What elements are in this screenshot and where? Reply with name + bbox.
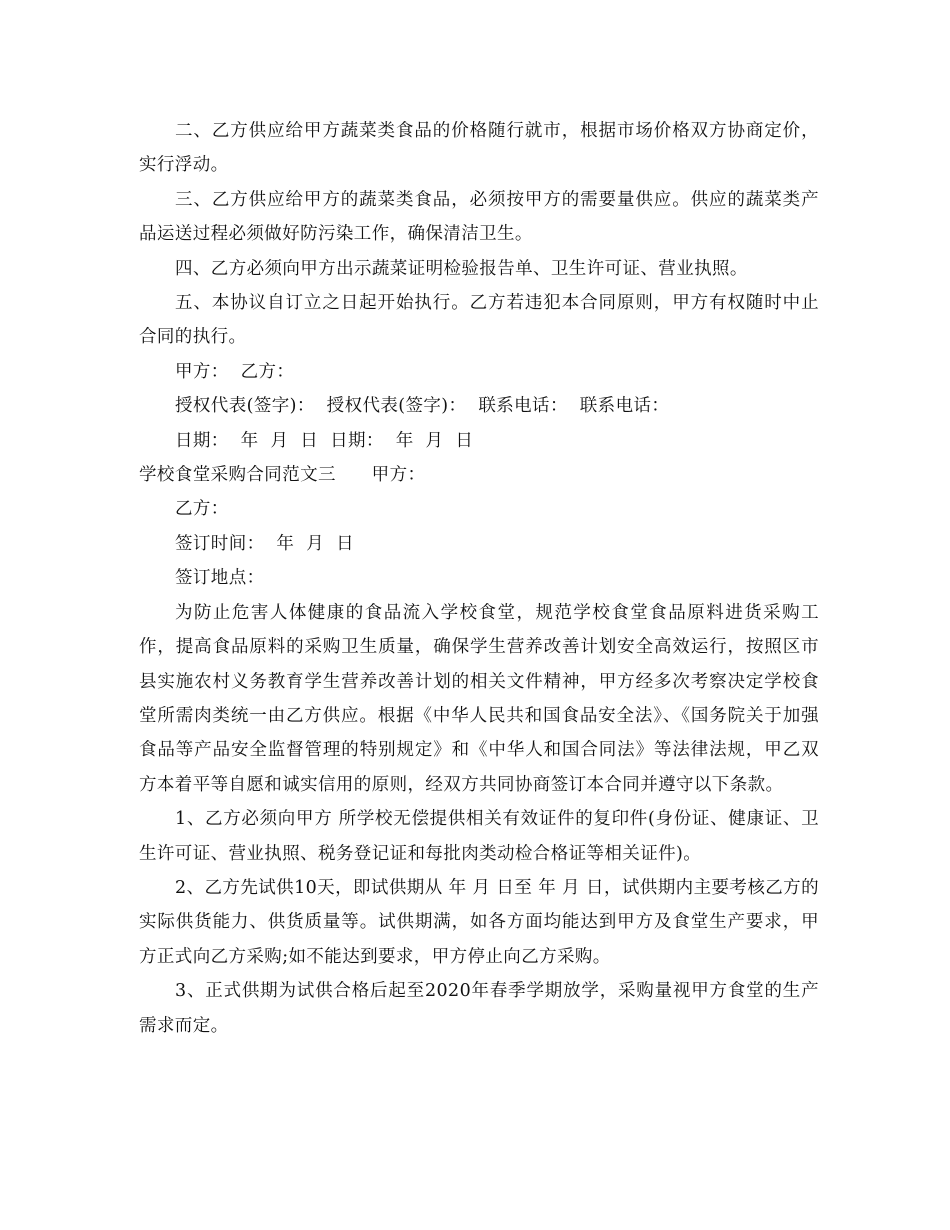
signature-representatives: 授权代表(签字)： 授权代表(签字)： 联系电话： 联系电话：	[175, 396, 670, 417]
clause-3: 3、正式供期为试供合格后起至2020年春季学期放学，采购量视甲方食堂的生产需求而定。	[139, 981, 819, 1036]
signature-dates: 日期： 年 月 日 日期： 年 月 日	[175, 430, 474, 451]
paragraph-price: 二、乙方供应给甲方蔬菜类食品的价格随行就市，根据市场价格双方协商定价，实行浮动。	[139, 121, 819, 176]
paragraph-effective: 五、本协议自订立之日起开始执行。乙方若违犯本合同原则，甲方有权随时中止合同的执行。	[139, 293, 819, 348]
paragraph-supply: 三、乙方供应给甲方的蔬菜类食品，必须按甲方的需要量供应。供应的蔬菜类产品运送过程必须做好防污染工作，确保清洁卫生。	[139, 189, 819, 245]
signature-parties: 甲方： 乙方：	[175, 361, 295, 382]
signing-time-line: 签订时间： 年 月 日	[175, 533, 354, 554]
document-body	[139, 114, 819, 1043]
clause-1: 1、乙方必须向甲方 所学校无偿提供相关有效证件的复印件(身份证、健康证、卫生许可证、营业执照、税务登记证和每批肉类动检合格证等相关证件)。	[139, 809, 819, 864]
section-title: 学校食堂采购合同范文三 甲方：	[139, 465, 426, 486]
paragraph-preamble: 为防止危害人体健康的食品流入学校食堂，规范学校食堂食品原料进货采购工作，提高食品原料的采购卫生质量，确保学生营养改善计划安全高效运行，按照区市县实施农村义务教育学生营养改善计划的相关文件精神，甲方经多次考察决定学校食堂所需肉类统一由乙方供应。根据《中华人民共和国食品安全法》、《国务院关于加强食品等产品安全监督管理的特别规定》和《中华人和国合同法》等法律法规，甲乙双方本着平等自愿和诚实信用的原则，经双方共同协商签订本合同并遵守以下条款。	[139, 602, 819, 795]
party-b-line: 乙方：	[175, 499, 229, 520]
signing-place-line: 签订地点：	[175, 568, 265, 589]
clause-2: 2、乙方先试供10天，即试供期从 年 月 日至 年 月 日，试供期内主要考核乙方的实际供货能力、供货质量等。试供期满，如各方面均能达到甲方及食堂生产要求，甲方正式向乙方采购;如不能达到要求，甲方停止向乙方采购。	[139, 877, 819, 967]
paragraph-certificates: 四、乙方必须向甲方出示蔬菜证明检验报告单、卫生许可证、营业执照。	[175, 258, 748, 279]
